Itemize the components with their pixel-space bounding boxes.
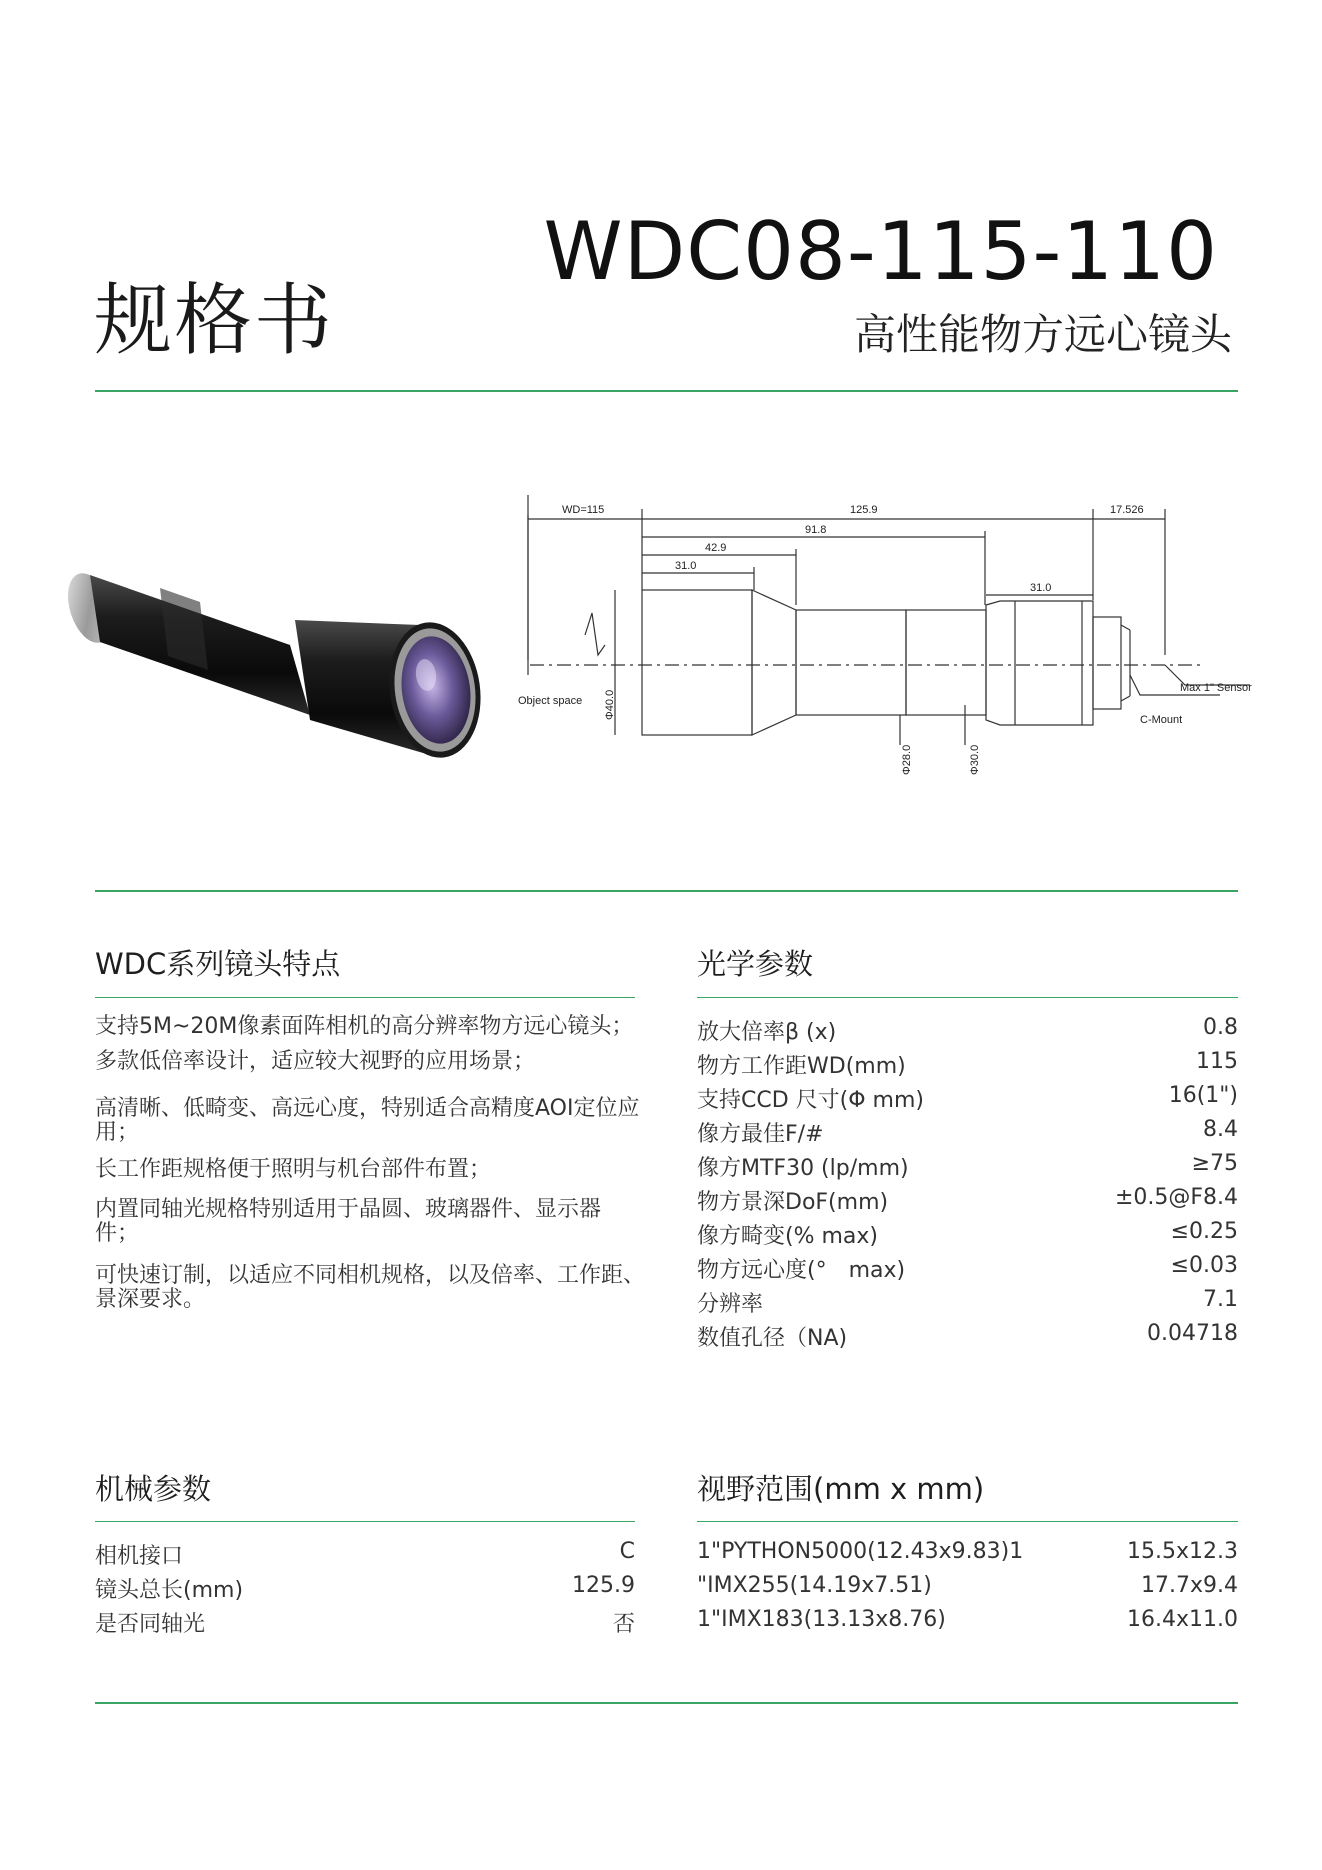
optical-row <box>697 1219 1238 1251</box>
feature-item: 长工作距规格便于照明与机台部件布置； <box>95 1157 492 1182</box>
mechanical-rule <box>95 1521 635 1522</box>
optical-row <box>697 1321 1238 1353</box>
model-number: WDC08-115-110 <box>543 205 1218 298</box>
param-value: 125.9 <box>572 1573 635 1598</box>
optical-row <box>697 1287 1238 1319</box>
lens-product-image <box>60 550 500 770</box>
optical-row <box>697 1253 1238 1285</box>
param-value: 115 <box>1196 1049 1238 1074</box>
features-rule <box>95 997 635 998</box>
dim-31b-label: 31.0 <box>1030 582 1052 594</box>
fov-rule <box>697 1521 1238 1522</box>
feature-item: 多款低倍率设计，适应较大视野的应用场景； <box>95 1049 536 1074</box>
optical-row <box>697 1049 1238 1081</box>
optical-title: 光学参数 <box>697 947 814 981</box>
param-value: C <box>619 1539 635 1564</box>
optical-row <box>697 1117 1238 1149</box>
optical-row <box>697 1185 1238 1217</box>
optical-row <box>697 1151 1238 1183</box>
param-value: ≥75 <box>1191 1151 1238 1176</box>
param-value: ±0.5@F8.4 <box>1114 1185 1238 1210</box>
fov-row <box>697 1573 1238 1605</box>
param-label: 1"IMX183(13.13x8.76) <box>697 1607 946 1632</box>
param-value: 否 <box>612 1612 635 1637</box>
param-label: 物方工作距WD(mm) <box>697 1054 906 1079</box>
max-sensor-label: Max 1" Sensor <box>1180 682 1252 694</box>
c-mount-label: C-Mount <box>1140 714 1183 726</box>
param-value: ≤0.25 <box>1170 1219 1238 1244</box>
mechanical-row <box>95 1573 635 1605</box>
optical-rule <box>697 997 1238 998</box>
optical-row <box>697 1015 1238 1047</box>
param-label: 像方最佳F/# <box>697 1122 824 1147</box>
fov-title: 视野范围(mm x mm) <box>697 1472 985 1506</box>
features-title: WDC系列镜头特点 <box>95 947 341 981</box>
param-label: 支持CCD 尺寸(Φ mm) <box>697 1088 924 1113</box>
dimension-drawing <box>510 495 1270 785</box>
fov-row <box>697 1539 1238 1571</box>
optical-row <box>697 1083 1238 1115</box>
dim-wd-label: WD=115 <box>562 504 605 516</box>
param-label: 物方景深DoF(mm) <box>697 1190 889 1215</box>
feature-item: 高清晰、低畸变、高远心度，特别适合高精度AOI定位应用； <box>95 1096 640 1145</box>
image-divider <box>95 890 1238 892</box>
feature-item: 内置同轴光规格特别适用于晶圆、玻璃器件、显示器件； <box>95 1197 602 1246</box>
mechanical-row <box>95 1607 635 1639</box>
param-label: 镜头总长(mm) <box>95 1578 244 1603</box>
feature-item: 可快速订制，以适应不同相机规格，以及倍率、工作距、景深要求。 <box>95 1263 646 1312</box>
dim-42-label: 42.9 <box>705 542 727 554</box>
dia-30-label: Φ30.0 <box>969 744 981 775</box>
dim-total-label: 125.9 <box>850 504 878 516</box>
object-space-label: Object space <box>518 695 583 707</box>
param-label: 像方畸变(% max) <box>697 1224 878 1249</box>
param-label: 数值孔径（NA) <box>697 1326 848 1351</box>
param-value: 0.8 <box>1203 1015 1238 1040</box>
param-label: 分辨率 <box>697 1292 764 1317</box>
param-value: 15.5x12.3 <box>1127 1539 1238 1564</box>
param-label: 放大倍率β (x) <box>697 1020 837 1045</box>
param-value: 16(1") <box>1168 1083 1238 1108</box>
param-value: 7.1 <box>1203 1287 1238 1312</box>
fov-row <box>697 1607 1238 1639</box>
param-label: 1"PYTHON5000(12.43x9.83)1 <box>697 1539 1024 1564</box>
param-value: 0.04718 <box>1147 1321 1238 1346</box>
feature-item: 支持5M~20M像素面阵相机的高分辨率物方远心镜头； <box>95 1014 634 1039</box>
dim-17-label: 17.526 <box>1110 504 1144 516</box>
dia-28-label: Φ28.0 <box>901 744 913 775</box>
param-value: 17.7x9.4 <box>1141 1573 1238 1598</box>
param-label: 物方远心度(° max) <box>697 1258 906 1283</box>
dim-91-label: 91.8 <box>805 524 827 536</box>
page-title: 规格书 <box>94 276 335 366</box>
param-value: 16.4x11.0 <box>1127 1607 1238 1632</box>
mechanical-title: 机械参数 <box>95 1472 212 1506</box>
param-value: 8.4 <box>1203 1117 1238 1142</box>
dia-40-label: Φ40.0 <box>604 689 616 720</box>
dim-31a-label: 31.0 <box>675 560 697 572</box>
param-label: "IMX255(14.19x7.51) <box>697 1573 932 1598</box>
param-label: 像方MTF30 (lp/mm) <box>697 1156 909 1181</box>
param-label: 是否同轴光 <box>95 1612 206 1637</box>
mechanical-row <box>95 1539 635 1571</box>
param-label: 相机接口 <box>95 1544 184 1569</box>
model-subtitle: 高性能物方远心镜头 <box>853 310 1232 359</box>
header-divider <box>95 390 1238 392</box>
footer-divider <box>95 1702 1238 1704</box>
param-value: ≤0.03 <box>1170 1253 1238 1278</box>
